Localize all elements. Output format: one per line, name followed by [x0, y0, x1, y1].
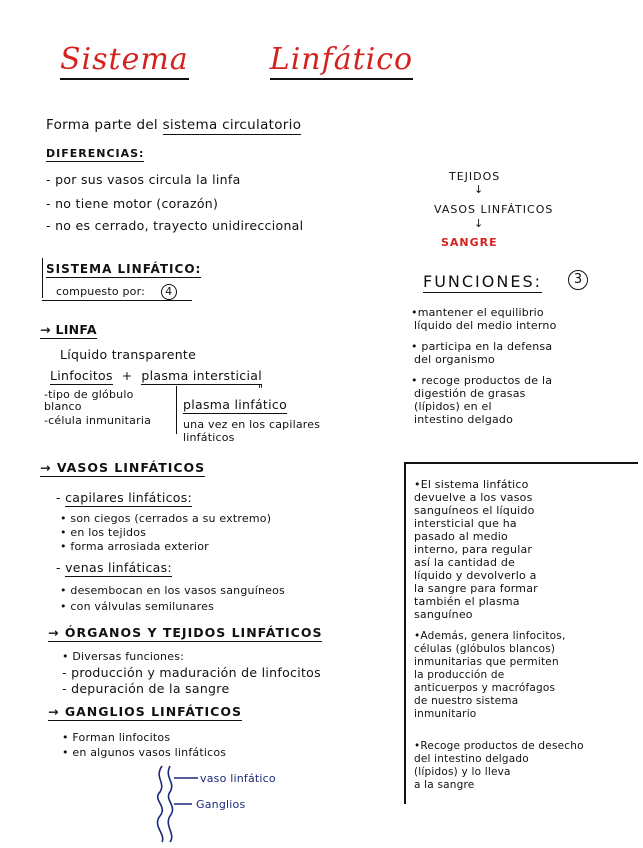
- organos-item: - producción y maduración de linfocitos: [62, 665, 321, 680]
- ganglios-item: • Forman linfocitos: [62, 731, 171, 744]
- vasos-label: → VASOS LINFÁTICOS: [40, 460, 206, 475]
- flow-arrow-icon: ↓: [474, 217, 484, 230]
- box-line: •Recoge productos de desecho: [414, 740, 584, 752]
- divider: [42, 300, 192, 301]
- funcion-item: líquido del medio interno: [414, 319, 557, 332]
- diferencia-item: - no tiene motor (corazón): [46, 196, 219, 211]
- ganglios-label: → GANGLIOS LINFÁTICOS: [48, 704, 242, 719]
- box-line: pasado al medio: [414, 530, 508, 543]
- diferencia-item: - no es cerrado, trayecto unidireccional: [46, 218, 304, 233]
- box-line: así la cantidad de: [414, 556, 515, 569]
- funcion-item: del organismo: [414, 353, 495, 366]
- box-line: la sangre para formar: [414, 582, 538, 595]
- equals-mark: ": [258, 383, 264, 396]
- flow-sangre: SANGRE: [441, 236, 498, 249]
- funciones-count-badge: 3: [568, 270, 588, 290]
- box-line: a la sangre: [414, 779, 475, 791]
- box-paragraph-1: [414, 478, 538, 621]
- linfocitos-label: Linfocitos: [50, 368, 113, 383]
- title-word-1: Sistema: [60, 42, 189, 80]
- linfocitos-desc: -tipo de glóbulo: [44, 388, 134, 401]
- sistema-header: SISTEMA LINFÁTICO:: [46, 262, 202, 276]
- funcion-item: • recoge productos de la: [411, 374, 553, 387]
- box-line: del intestino delgado: [414, 753, 529, 765]
- flow-arrow-icon: ↓: [474, 183, 484, 196]
- linfa-composition: [50, 368, 262, 383]
- box-line: interno, para regular: [414, 543, 533, 556]
- plasma-linfatico-label: plasma linfático: [183, 397, 288, 412]
- vasos-text: VASOS LINFÁTICOS: [56, 460, 206, 475]
- fig-vaso-label: vaso linfático: [200, 772, 276, 785]
- funcion-item: • participa en la defensa: [411, 340, 553, 353]
- box-line: anticuerpos y macrófagos: [414, 682, 556, 694]
- page-title: [60, 42, 413, 77]
- organos-label: → ÓRGANOS Y TEJIDOS LINFÁTICOS: [48, 625, 323, 640]
- venas-item: • desembocan en los vasos sanguíneos: [60, 584, 285, 597]
- funcion-item: intestino delgado: [414, 413, 514, 426]
- organos-item: - depuración de la sangre: [62, 681, 230, 696]
- plus-sign: +: [121, 368, 133, 383]
- box-line: devuelve a los vasos: [414, 491, 533, 504]
- organos-item: • Diversas funciones:: [62, 650, 185, 663]
- fig-ganglios-label: Ganglios: [196, 798, 246, 811]
- funciones-header: FUNCIONES:: [423, 272, 542, 291]
- funcion-item: •mantener el equilibrio: [411, 306, 544, 319]
- intro-link: sistema circulatorio: [162, 117, 302, 133]
- box-line: •El sistema linfático: [414, 478, 529, 491]
- box-line: intersticial que ha: [414, 517, 517, 530]
- funcion-item: digestión de grasas: [414, 387, 526, 400]
- linfa-desc: Líquido transparente: [60, 347, 197, 362]
- plasma-intersticial-label: plasma intersticial: [141, 368, 262, 383]
- linfa-label: → LINFA: [40, 322, 97, 337]
- plasma-linfatico-desc: linfáticos: [183, 431, 235, 444]
- box-line: (lípidos) y lo lleva: [414, 766, 511, 778]
- plasma-linfatico-desc: una vez en los capilares: [183, 418, 321, 431]
- capilares-item: • son ciegos (cerrados a su extremo): [60, 512, 272, 525]
- box-line: •Además, genera linfocitos,: [414, 630, 566, 642]
- flow-vasos: VASOS LINFÁTICOS: [434, 203, 554, 216]
- linfa-text: LINFA: [55, 322, 97, 337]
- diferencia-item: - por sus vasos circula la linfa: [46, 172, 241, 187]
- count-badge: 4: [161, 284, 177, 300]
- box-line: inmunitarias que permiten: [414, 656, 559, 668]
- divider: [176, 386, 177, 434]
- capilares-text: capilares linfáticos:: [65, 490, 193, 505]
- compuesto-text: compuesto por:: [56, 285, 146, 298]
- title-word-2: Linfático: [270, 42, 413, 80]
- capilares-item: • en los tejidos: [60, 526, 147, 539]
- venas-label: - venas linfáticas:: [56, 560, 172, 575]
- venas-item: • con válvulas semilunares: [60, 600, 215, 613]
- box-paragraph-2: [414, 630, 566, 721]
- box-line: inmunitario: [414, 708, 477, 720]
- box-line: la producción de: [414, 669, 505, 681]
- compuesto-label: [56, 284, 177, 300]
- diferencias-label: DIFERENCIAS:: [46, 147, 145, 160]
- capilares-item: • forma arrosiada exterior: [60, 540, 209, 553]
- funcion-item: (lípidos) en el: [414, 400, 492, 413]
- intro-text: Forma parte del: [46, 117, 158, 133]
- box-line: líquido y devolverlo a: [414, 569, 537, 582]
- capilares-label: - capilares linfáticos:: [56, 490, 193, 505]
- ganglios-text: GANGLIOS LINFÁTICOS: [64, 704, 242, 719]
- ganglios-item: • en algunos vasos linfáticos: [62, 746, 227, 759]
- venas-text: venas linfáticas:: [65, 560, 172, 575]
- intro-line: [46, 118, 301, 133]
- organos-text: ÓRGANOS Y TEJIDOS LINFÁTICOS: [64, 625, 323, 640]
- linfocitos-desc: -célula inmunitaria: [44, 414, 152, 427]
- box-paragraph-3: [414, 740, 584, 792]
- box-line: también el plasma: [414, 595, 520, 608]
- box-line: sanguíneos el líquido: [414, 504, 535, 517]
- flow-tejidos: TEJIDOS: [449, 170, 501, 183]
- box-line: de nuestro sistema: [414, 695, 519, 707]
- box-line: sanguíneo: [414, 608, 473, 621]
- box-line: células (glóbulos blancos): [414, 643, 556, 655]
- linfocitos-desc: blanco: [44, 400, 82, 413]
